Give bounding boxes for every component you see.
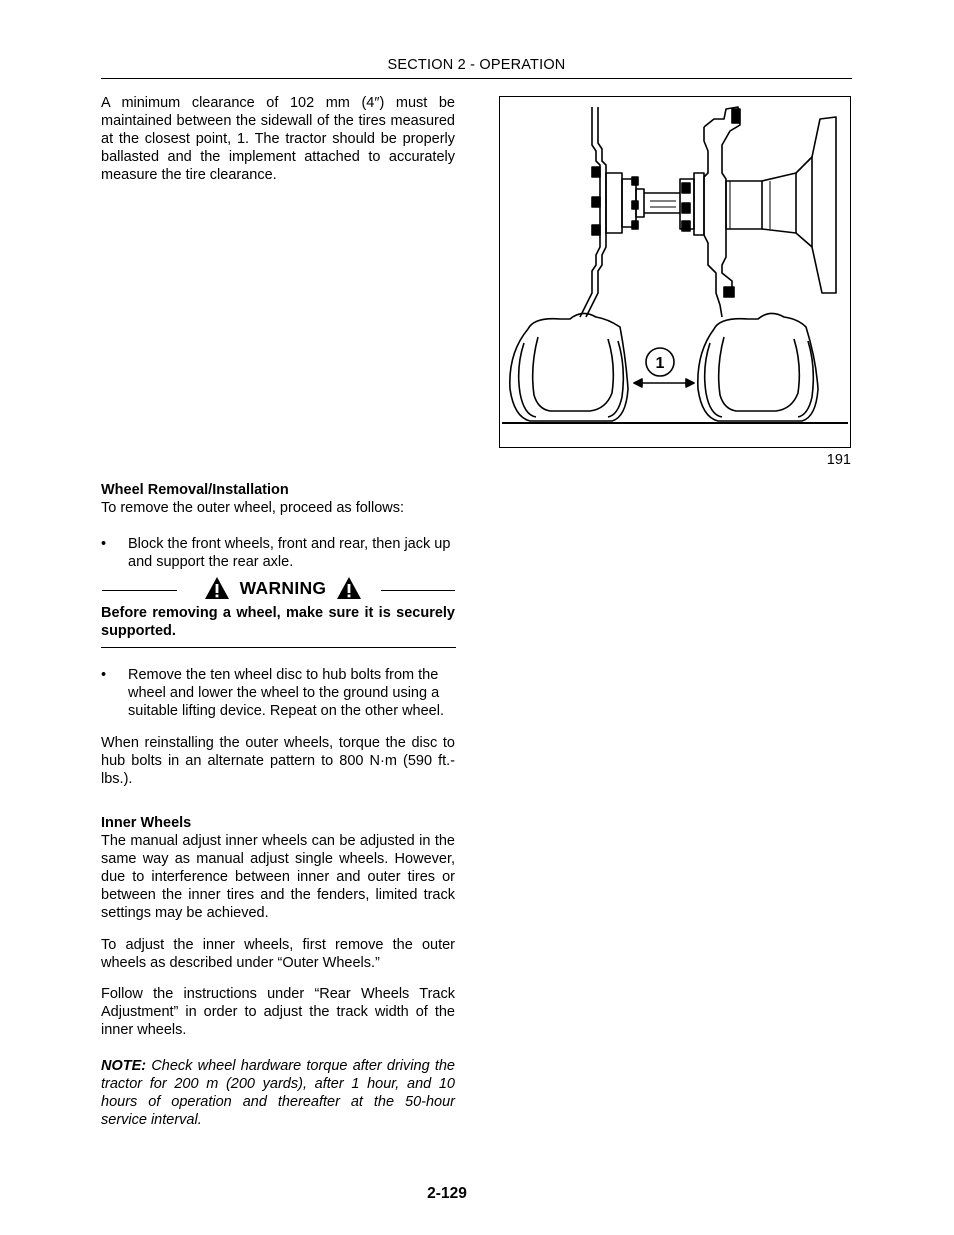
bullet-text: Remove the ten wheel disc to hub bolts from the wheel and lower the wheel to the ground using a suitable lifting device. Repeat on the other wheel.: [128, 667, 444, 719]
warning-bottom-rule: [101, 647, 456, 648]
warning-triangle-icon: [204, 576, 230, 600]
list-item: [101, 666, 455, 720]
header-rule: [101, 78, 852, 79]
warning-rule-right: [381, 590, 455, 591]
inner-wheels-section: [101, 814, 455, 922]
inner-wheels-paragraph-1: The manual adjust inner wheels can be adjusted in the same way as manual adjust single wheels. However, due to interference between inner and outer tires or between the inner tires and the fenders, limited track settings may be achieved.: [101, 833, 455, 921]
bullet-list-2: [101, 666, 455, 720]
bullet-dot: •: [101, 536, 107, 552]
warning-title-group: [198, 574, 368, 602]
intro-paragraph: A minimum clearance of 102 mm (4″) must be maintained between the sidewall of the tires measured at the closest point, 1. The tractor should be properly ballasted and the implement attached to accurately measure the tire clearance.: [101, 95, 455, 183]
inner-wheels-paragraph-2: To adjust the inner wheels, first remove the outer wheels as described under “Outer Wheels.”: [101, 937, 455, 971]
tire-clearance-figure: [499, 96, 851, 448]
warning-label: WARNING: [239, 577, 327, 598]
inner-wheels-paragraph-3: Follow the instructions under “Rear Wheels Track Adjustment” in order to adjust the track width of the inner wheels.: [101, 986, 455, 1038]
bullet-dot: •: [101, 667, 107, 683]
tire-clearance-diagram: [500, 97, 850, 447]
list-item: [101, 535, 455, 571]
figure-number: 191: [826, 452, 851, 468]
wheel-removal-lead: To remove the outer wheel, proceed as follows:: [101, 500, 405, 516]
torque-paragraph: When reinstalling the outer wheels, torque the disc to hub bolts in an alternate pattern to 800 N·m (590 ft.-lbs.).: [101, 735, 455, 787]
note-label: NOTE:: [101, 1058, 147, 1074]
warning-rule-left: [102, 590, 177, 591]
warning-text: Before removing a wheel, make sure it is securely supported.: [101, 605, 455, 639]
bullet-list-1: [101, 535, 455, 571]
page-number: 2-129: [427, 1185, 467, 1202]
wheel-removal-section: [101, 481, 455, 517]
inner-wheels-heading: Inner Wheels: [101, 815, 192, 831]
note-paragraph: [101, 1057, 455, 1129]
warning-triangle-icon: [336, 576, 362, 600]
section-header: SECTION 2 - OPERATION: [387, 57, 566, 73]
wheel-removal-heading: Wheel Removal/Installation: [101, 482, 289, 498]
note-text: Check wheel hardware torque after driving the tractor for 200 m (200 yards), after 1 hour, and 10 hours of operation and thereafter at the 50-hour service interval.: [101, 1058, 455, 1128]
bullet-text: Block the front wheels, front and rear, then jack up and support the rear axle.: [128, 536, 451, 570]
figure-callout-1: 1: [655, 355, 665, 372]
warning-banner: [101, 574, 455, 602]
